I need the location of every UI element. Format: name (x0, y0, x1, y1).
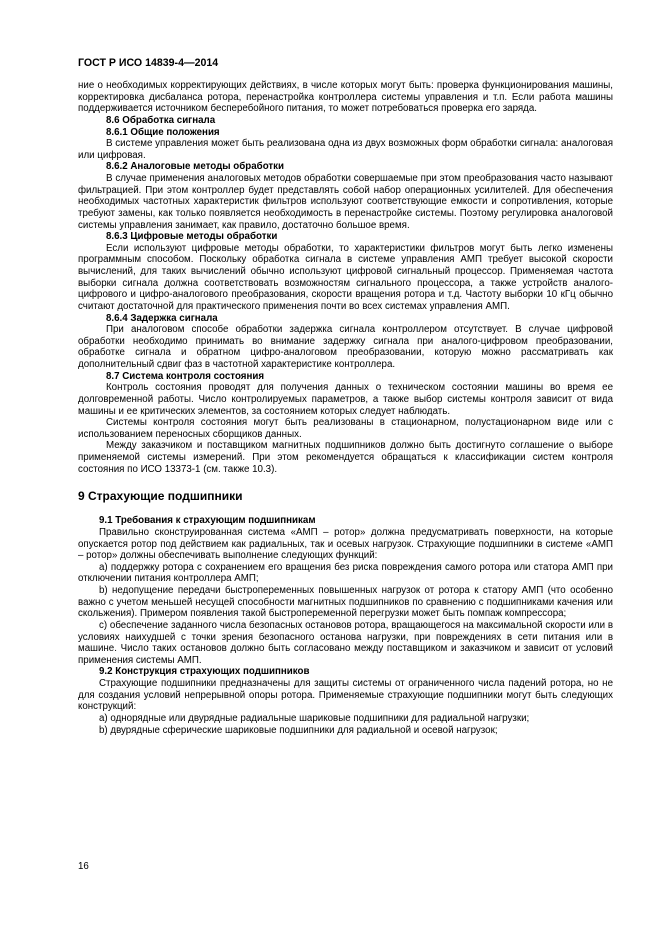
subsection-heading: 9.2 Конструкция страхующих подшипников (99, 666, 310, 678)
text-block-section-9 (78, 515, 613, 736)
subsection-heading: 8.6.4 Задержка сигнала (106, 312, 218, 324)
paragraph: a) поддержку ротора с сохранением его вращения без риска повреждения самого ротора или статора АМП при отключении питания контроллера АМП; (78, 561, 613, 585)
paragraph: При аналоговом способе обработки задержка сигнала контроллером отсутствует. В случае цифровой обработки необходимо принимать во внимание задержку сигнала при аналого-цифровом преобразовании, обработке сигнала и обратном цифро-аналоговом преобразовании, которую можно рассматривать как дополнительный сдвиг фаз в частотной характеристике контроллера. (78, 324, 613, 370)
paragraph: Контроль состояния проводят для получения данных о техническом состоянии машины во время ее долговременной работы. Число контролируемых параметров, а также выбор системы контроля зависит от вида машины и ее критических элементов, за состоянием которых следует наблюдать. (78, 382, 613, 417)
paragraph: a) однорядные или двурядные радиальные шариковые подшипники для радиальной нагрузки; (99, 712, 530, 724)
paragraph: В случае применения аналоговых методов обработки совершаемые при этом преобразования часто называют фильтрацией. При этом контроллер будет представлять собой набор операционных усилителей. Для обеспечения необходимых частотных характеристик фильтров используют соответствующие емкости и сопротивления, которые требуют замены, как только появляется необходимость в перенастройке системы. Поэтому регулировка аналоговой системы управления занимает, как правило, достаточно большое время. (78, 173, 613, 231)
page-number: 16 (78, 861, 89, 872)
subsection-heading: 9.1 Требования к страхующим подшипникам (99, 515, 316, 527)
paragraph: Правильно сконструированная система «АМП – ротор» должна предусматривать поверхности, на которые опускается ротор под действием как радиальных, так и осевых нагрузок. Страхующие подшипники в системе «АМП – ротор» должны обеспечивать выполнение следующих функций: (78, 526, 613, 562)
paragraph: Системы контроля состояния могут быть реализованы в стационарном, полустационарном виде или с использованием переносных сборщиков данных. (78, 417, 613, 440)
subsection-heading: 8.6.1 Общие положения (106, 126, 220, 138)
paragraph: b) недопущение передачи быстропеременных повышенных нагрузок от ротора к статору АМП (что особенно важно с учетом меньшей несущей способности магнитных подшипников по сравнению с подшипниками качения или скольжения). Примером появления такой быстропеременной перегрузки может быть помпаж компрессора; (78, 585, 613, 620)
subsection-heading: 8.6.3 Цифровые методы обработки (106, 231, 278, 243)
paragraph: ние о необходимых корректирующих действиях, в числе которых могут быть: проверка функционирования машины, корректировка дисбаланса ротора, перенастройка контроллера системы управления и т.п. Если работа машины поддерживается источником бесперебойного питания, то может потребоваться проверка его заряда. (78, 80, 613, 115)
document-header: ГОСТ Р ИСО 14839-4—2014 (78, 57, 219, 69)
subsection-heading: 8.6.2 Аналоговые методы обработки (106, 161, 285, 173)
paragraph: c) обеспечение заданного числа безопасных остановов ротора, вращающегося на максимальной скорости или в условиях наихудшей с точки зрения безопасного останова нагрузки, при повреждениях в сети питания или в машине. Число таких остановов должно быть согласовано между поставщиком и заказчиком и зависит от условий применения системы АМП. (78, 619, 613, 666)
paragraph: Если используют цифровые методы обработки, то характеристики фильтров могут быть легко изменены программным способом. Поскольку обработка сигнала в системе управления АМП требует высокой скорости вычислений, для таких вычислений обычно используют цифровой сигнальный процессор. Применяемая частота выборки сигнала должна соответствовать возможностям сигнального процессора, а также устройств аналого-цифрового и цифро-аналогового преобразования, скорости вращения ротора и т.д. Частоту выборки 10 кГц обычно считают достаточной для практического применения почти во всех системах управления АМП. (78, 242, 613, 312)
document-page (78, 57, 613, 736)
paragraph: Между заказчиком и поставщиком магнитных подшипников должно быть достигнуто соглашение о выборе применяемой системы измерений. При этом рекомендуется обращаться к классификации систем контроля состояния по ИСО 13373-1 (см. также 10.3). (78, 440, 613, 475)
section-9-title: 9 Страхующие подшипники (78, 489, 243, 504)
paragraph: Страхующие подшипники предназначены для защиты системы от ограниченного числа падений ротора, но не для создания условий непрерывной опоры ротора. Применяемые страхующие подшипники могут быть следующих конструкций: (78, 678, 613, 713)
subsection-heading: 8.6 Обработка сигнала (106, 114, 216, 126)
paragraph: b) двурядные сферические шариковые подшипники для радиальной и осевой нагрузок; (99, 724, 498, 736)
subsection-heading: 8.7 Система контроля состояния (106, 370, 265, 382)
text-block-section-8 (78, 80, 613, 475)
paragraph: В системе управления может быть реализована одна из двух возможных форм обработки сигнала: аналоговая или цифровая. (78, 138, 613, 161)
